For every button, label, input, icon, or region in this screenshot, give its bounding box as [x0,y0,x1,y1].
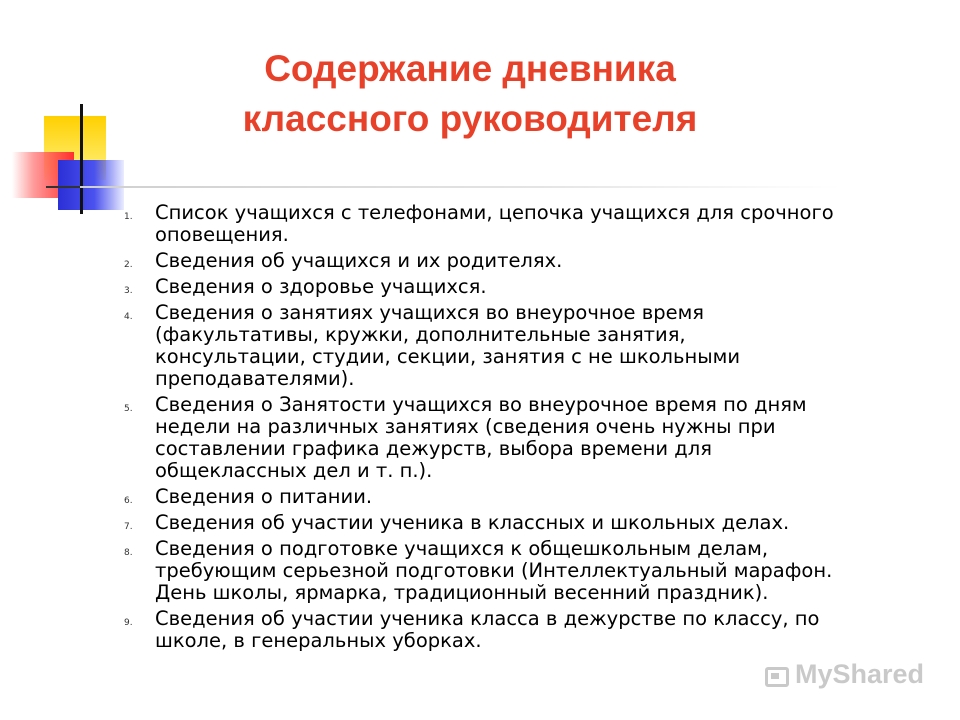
list-item [124,250,884,272]
list-item [124,394,884,482]
list-item-number: 4. [124,312,133,322]
list-item-text: Сведения о занятиях учащихся во внеурочное время (факультативы, кружки, дополнительные занятия, консультации, студии, секции, занятия с не школьными преподавателями). [155,301,741,390]
slide-title-line-2: классного руководителя [242,98,698,139]
list-item-number: 1. [124,212,133,222]
list-item-text: Сведения об учащихся и их родителях. [155,249,563,272]
list-item-number: 7. [124,522,133,532]
list-item [124,276,884,298]
list-item-number: 8. [124,548,133,558]
list-item-number: 6. [124,496,133,506]
myshared-logo-icon [763,664,789,686]
title-divider [80,186,840,188]
list-item-number: 2. [124,260,133,270]
list-item-text: Сведения об участии ученика в классных и школьных делах. [155,511,790,534]
list-item [124,202,884,246]
list-item-text: Сведения о питании. [155,485,373,508]
list-item-number: 5. [124,404,133,414]
list-item-number: 3. [124,286,133,296]
list-item-text: Сведения о здоровье учащихся. [155,275,487,298]
list-item-number: 9. [124,618,133,628]
decorative-ornament [0,0,140,230]
list-item [124,608,884,652]
list-item [124,538,884,604]
list-item-text: Сведения о Занятости учащихся во внеурочное время по дням недели на различных занятиях (сведения очень нужны при составлении графика дежурств, выбора времени для общеклассных дел и т. п.). [155,393,807,482]
list-item [124,512,884,534]
slide-title [150,44,790,144]
list-item-text: Список учащихся с телефонами, цепочка учащихся для срочного оповещения. [155,201,834,246]
contents-list [124,202,884,656]
list-item [124,486,884,508]
list-item-text: Сведения о подготовке учащихся к общешкольным делам, требующим серьезной подготовки (Интеллектуальный марафон. День школы, ярмарка, традиционный весенний праздник). [155,537,833,604]
ornament-vertical-line [80,104,83,214]
list-item [124,302,884,390]
ornament-blue-block [58,160,124,210]
slide-title-line-1: Содержание дневника [264,48,676,89]
list-item-text: Сведения об участии ученика класса в дежурстве по классу, по школе, в генеральных уборках. [155,607,820,652]
watermark [763,659,924,690]
watermark-text: MyShared [794,659,924,689]
